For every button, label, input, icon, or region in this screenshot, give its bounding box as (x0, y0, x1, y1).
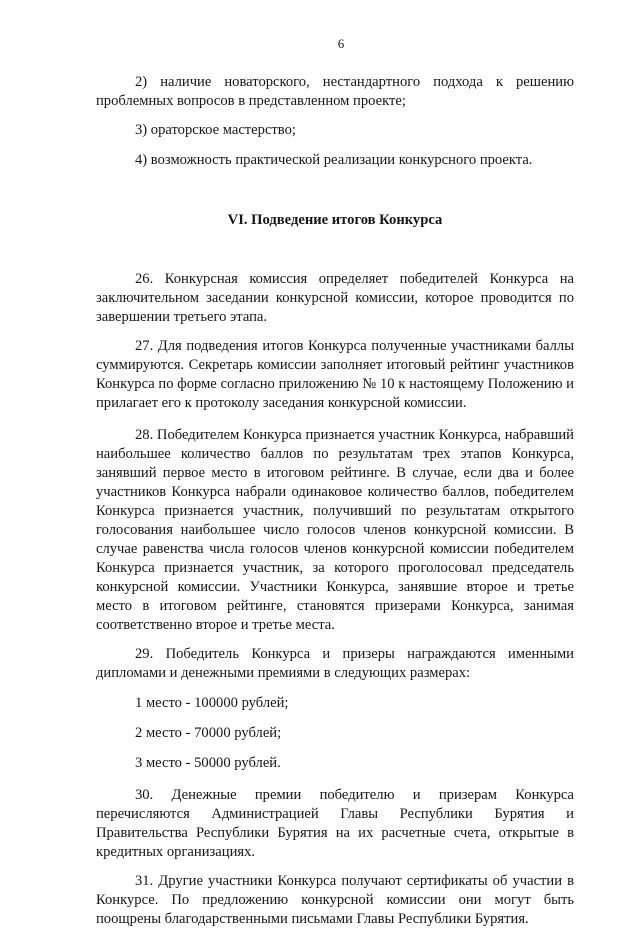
prize-third-place: 3 место - 50000 рублей. (135, 755, 281, 771)
paragraph-31: 31. Другие участники Конкурса получают сертификаты об участии в Конкурсе. По предложению конкурсной комиссии они могут быть поощрены благодарственными письмами Главы Республики Бурятия. (96, 873, 574, 927)
criteria-item-2: 2) наличие новаторского, нестандартного подхода к решению проблемных вопросов в представленном проекте; (96, 74, 574, 109)
page-number: 6 (337, 36, 345, 51)
criteria-item-3: 3) ораторское мастерство; (135, 122, 296, 138)
paragraph-27: 27. Для подведения итогов Конкурса полученные участниками баллы суммируются. Секретарь комиссии заполняет итоговый рейтинг участников Конкурса по форме согласно приложению № 10 к настоящему Положению и прилагает его к протоколу заседания конкурсной комиссии. (96, 338, 574, 411)
prize-first-place: 1 место - 100000 рублей; (135, 695, 289, 711)
paragraph-26: 26. Конкурсная комиссия определяет победителей Конкурса на заключительном заседании конкурсной комиссии, которое проводится по завершении третьего этапа. (96, 271, 574, 325)
paragraph-29: 29. Победитель Конкурса и призеры награждаются именными дипломами и денежными премиями в следующих размерах: (96, 646, 574, 681)
section-heading: VI. Подведение итогов Конкурса (227, 212, 443, 228)
criteria-item-4: 4) возможность практической реализации конкурсного проекта. (135, 152, 533, 168)
prize-second-place: 2 место - 70000 рублей; (135, 725, 282, 741)
paragraph-30: 30. Денежные премии победителю и призерам Конкурса перечисляются Администрацией Главы Республики Бурятия и Правительства Республики Бурятия на их расчетные счета, открытые в кредитных организациях. (96, 787, 574, 860)
paragraph-28: 28. Победителем Конкурса признается участник Конкурса, набравший наибольшее количество баллов по результатам трех этапов Конкурса, занявший первое место в итоговом рейтинге. В случае, если два и более участников Конкурса набрали одинаковое количество баллов, победителем Конкурса признается участник, получивший по результатам открытого голосования наибольшее число голосов членов конкурсной комиссии. В случае равенства числа голосов членов конкурсной комиссии победителем Конкурса признается участник, за которого проголосовал председатель конкурсной комиссии. Участники Конкурса, занявшие второе и третье место в итоговом рейтинге, становятся призерами Конкурса, занимая соответственно второе и третье места. (96, 427, 574, 633)
